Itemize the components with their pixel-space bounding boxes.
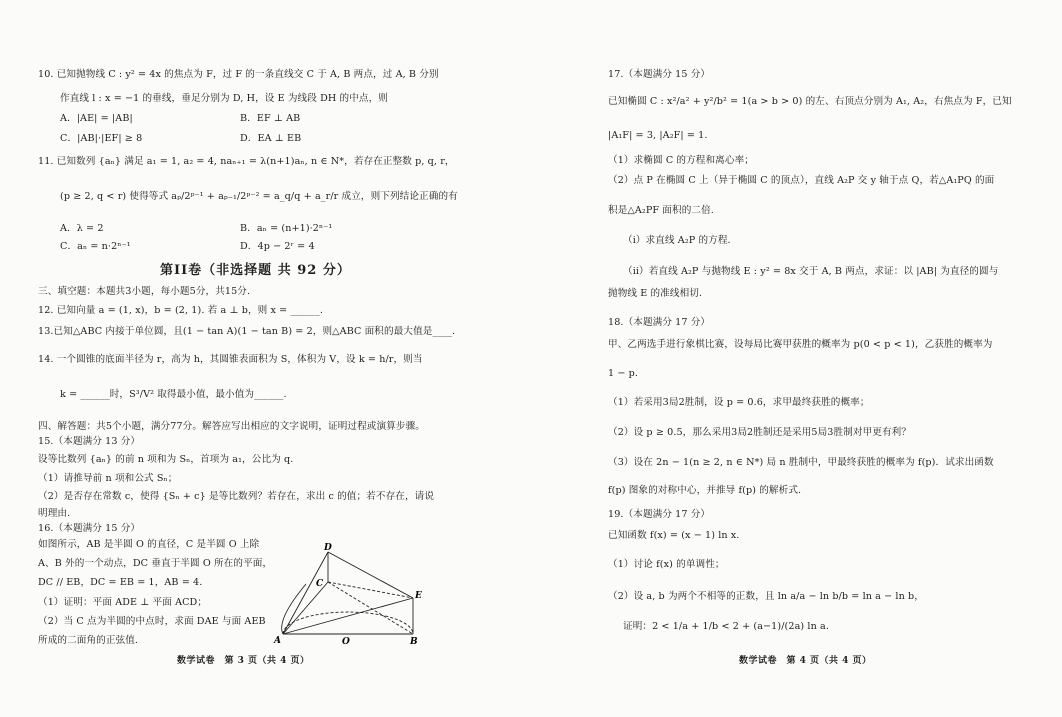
q19-part2-proof: 证明：2 < 1/a + 1/b < 2 + (a−1)/(2a) ln a. xyxy=(623,621,829,632)
q16-part2: （2）当 C 点为半圆的中点时，求面 DAE 与面 AEB xyxy=(38,616,266,627)
semicircle-arc xyxy=(283,612,413,634)
label-E: E xyxy=(415,591,422,601)
q16-line1: 如图所示，AB 是半圆 O 的直径，C 是半圆 O 上除 xyxy=(38,539,260,550)
q11-option-d: D．4p − 2ʳ = 4 xyxy=(240,241,315,252)
q19-part1: （1）讨论 f(x) 的单调性； xyxy=(608,559,725,570)
q17-part2-cont: 积是△A₂PF 面积的二倍. xyxy=(608,205,714,216)
segment-DA xyxy=(283,552,328,634)
q15-heading: 15.（本题满分 13 分） xyxy=(38,436,141,447)
q18-part1: （1）若采用3局2胜制，设 p = 0.6，求甲最终获胜的概率； xyxy=(608,397,870,408)
fill-in-section-header: 三、填空题：本题共3小题，每小题5分，共15分. xyxy=(38,286,251,297)
q15-part2: （2）是否存在常数 c，使得 {Sₙ + c} 是等比数列？若存在，求出 c 的值；若不存在，请说 xyxy=(38,491,435,502)
q17-heading: 17.（本题满分 15 分） xyxy=(608,69,711,80)
q11-option-a: A．λ = 2 xyxy=(60,223,104,234)
q19-heading: 19.（本题满分 17 分） xyxy=(608,509,711,520)
label-C: C xyxy=(316,579,324,589)
q19-line1: 已知函数 f(x) = (x − 1) ln x. xyxy=(608,530,740,541)
page-footer-right: 数学试卷 第 4 页（共 4 页） xyxy=(739,656,872,666)
answer-section-header: 四、解答题：共5个小题，满分77分。解答应写出相应的文字说明，证明过程或演算步骤。 xyxy=(38,421,425,432)
q19-part2: （2）设 a, b 为两个不相等的正数，且 ln a/a − ln b/b = ln a − ln b， xyxy=(608,591,924,602)
q17-line1: 已知椭圆 C : x²/a² + y²/b² = 1(a > b > 0) 的左、右顶点分别为 A₁, A₂，右焦点为 F，已知 xyxy=(608,96,1012,107)
q10-option-d: D．EA ⊥ EB xyxy=(240,133,302,144)
q18-line1: 甲、乙两选手进行象棋比赛，设每局比赛甲获胜的概率为 p(0 < p < 1)，乙获胜的概率为 xyxy=(608,339,993,350)
q10-stem-line2: 作直线 l : x = −1 的垂线，垂足分别为 D, H，设 E 为线段 DH 的中点，则 xyxy=(60,93,388,104)
q12-text: 12. 已知向量 a = (1, x)，b = (2, 1). 若 a ⊥ b，则 x = ______. xyxy=(38,305,323,316)
segment-DE xyxy=(328,552,413,598)
q17-sub-i: （i）求直线 A₂P 的方程. xyxy=(623,235,731,246)
q18-part3: （3）设在 2n − 1(n ≥ 2, n ∈ N*) 局 n 胜制中，甲最终获胜的概率为 f(p)．试求出函数 xyxy=(608,457,994,468)
label-B: B xyxy=(410,637,418,647)
q10-stem-line1: 10. 已知抛物线 C : y² = 4x 的焦点为 F，过 F 的一条直线交 C 于 A, B 两点，过 A, B 分别 xyxy=(38,69,439,80)
q10-option-a: A．|AE| = |AB| xyxy=(60,113,133,124)
semicircle-front-arc xyxy=(282,584,306,634)
q17-part2: （2）点 P 在椭圆 C 上（异于椭圆 C 的顶点），直线 A₂P 交 y 轴于点 Q，若△A₁PQ 的面 xyxy=(608,175,995,186)
q15-part2-cont: 明理由. xyxy=(38,508,71,519)
segment-AE xyxy=(283,598,413,634)
q16-line2: A、B 外的一个动点，DC 垂直于半圆 O 所在的平面， xyxy=(38,558,273,569)
segment-CB xyxy=(328,582,413,634)
q16-geometry-figure xyxy=(270,540,430,648)
label-D: D xyxy=(324,543,332,553)
q16-line3: DC // EB，DC = EB = 1，AB = 4. xyxy=(38,577,203,588)
q15-line1: 设等比数列 {aₙ} 的前 n 项和为 Sₙ，首项为 a₁，公比为 q. xyxy=(38,454,294,465)
label-O: O xyxy=(342,637,350,647)
q17-sub-ii: （ii）若直线 A₂P 与抛物线 E : y² = 8x 交于 A, B 两点，求证：以 |AB| 为直径的圆与 xyxy=(623,266,999,277)
segment-CA xyxy=(283,582,328,634)
q18-heading: 18.（本题满分 17 分） xyxy=(608,317,711,328)
q18-part2: （2）设 p ≥ 0.5，那么采用3局2胜制还是采用5局3胜制对甲更有利？ xyxy=(608,427,912,438)
q10-option-c: C．|AB|·|EF| ≥ 8 xyxy=(60,133,143,144)
q17-line2: |A₁F| = 3, |A₂F| = 1. xyxy=(608,130,708,141)
part2-title: 第II卷（非选择题 共 92 分） xyxy=(160,263,351,278)
page-footer-left: 数学试卷 第 3 页（共 4 页） xyxy=(177,656,310,666)
q17-sub-ii-cont: 抛物线 E 的准线相切. xyxy=(608,288,703,299)
exam-page-4 xyxy=(531,0,1062,717)
q18-line2: 1 − p. xyxy=(608,368,639,379)
q16-part2-cont: 所成的二面角的正弦值. xyxy=(38,635,139,646)
q13-text: 13.已知△ABC 内接于单位圆，且(1 − tan A)(1 − tan B) = 2，则△ABC 面积的最大值是____. xyxy=(38,326,456,337)
q16-part1: （1）证明：平面 ADE ⊥ 平面 ACD； xyxy=(38,597,208,608)
q15-part1: （1）请推导前 n 项和公式 Sₙ； xyxy=(38,473,178,484)
q16-heading: 16.（本题满分 15 分） xyxy=(38,523,141,534)
q14-line1: 14. 一个圆锥的底面半径为 r，高为 h，其圆锥表面积为 S，体积为 V，设 k = h/r，则当 xyxy=(38,354,423,365)
q11-option-c: C．aₙ = n·2ⁿ⁻¹ xyxy=(60,241,131,252)
q10-option-b: B．EF ⊥ AB xyxy=(240,113,301,124)
q18-part3-cont: f(p) 图象的对称中心，并推导 f(p) 的解析式. xyxy=(608,485,802,496)
q11-stem-line1: 11. 已知数列 {aₙ} 满足 a₁ = 1, a₂ = 4, naₙ₊₁ = λ(n+1)aₙ, n ∈ N*，若存在正整数 p, q, r， xyxy=(38,156,455,167)
q17-part1: （1）求椭圆 C 的方程和离心率； xyxy=(608,155,754,166)
q11-stem-line2: (p ≥ 2, q < r) 使得等式 aₚ/2ᵖ⁻¹ + aₚ₋₁/2ᵖ⁻² = a_q/q + a_r/r 成立，则下列结论正确的有 xyxy=(60,191,458,202)
q14-line2: k = ______时，S³/V² 取得最小值，最小值为______. xyxy=(60,389,287,400)
label-A: A xyxy=(274,636,281,646)
q11-option-b: B．aₙ = (n+1)·2ⁿ⁻¹ xyxy=(240,223,333,234)
